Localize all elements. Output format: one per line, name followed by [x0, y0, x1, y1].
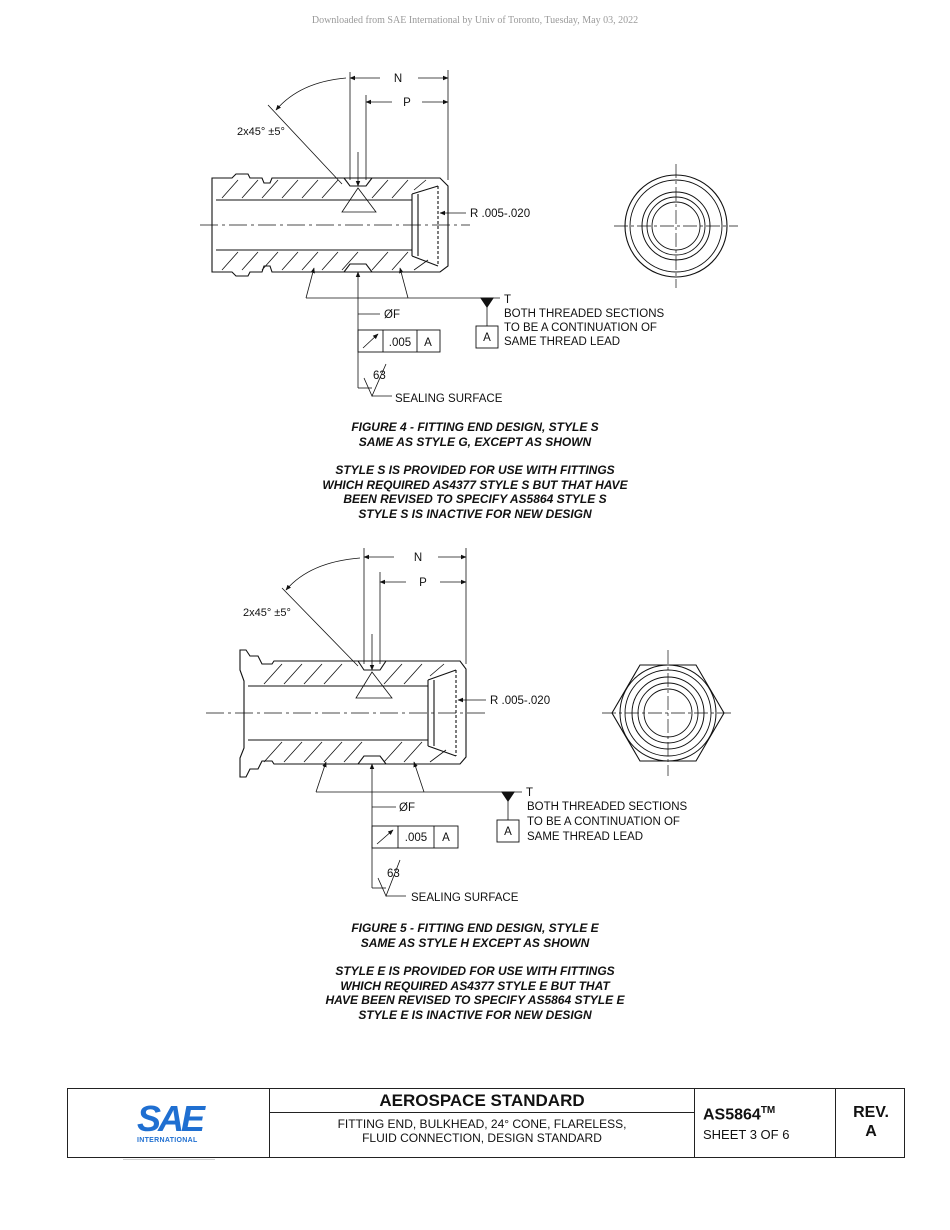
fig5-caption-line: SAME AS STYLE H EXCEPT AS SHOWN — [360, 935, 590, 950]
doc-cell — [695, 1089, 836, 1157]
description-line: FITTING END, BULKHEAD, 24° CONE, FLARELESS, — [337, 1117, 627, 1131]
sheet-number: SHEET 3 OF 6 — [703, 1127, 790, 1142]
doc-number-text: AS5864 — [703, 1106, 761, 1124]
fig5-note-line: STYLE E IS PROVIDED FOR USE WITH FITTINGS — [335, 964, 615, 978]
fig5-caption-line: FIGURE 5 - FITTING END DESIGN, STYLE E — [351, 921, 599, 935]
fig5-note-2: TO BE A CONTINUATION OF — [527, 816, 680, 828]
fig4-note-line: STYLE S IS PROVIDED FOR USE WITH FITTINGS — [335, 463, 615, 477]
fig4-note-1: BOTH THREADED SECTIONS — [504, 308, 665, 320]
fig5-note-line: HAVE BEEN REVISED TO SPECIFY AS5864 STYLE E — [325, 993, 625, 1007]
fig5-sealing: SEALING SURFACE — [411, 892, 519, 904]
sae-logo-sub: INTERNATIONAL — [137, 1137, 198, 1144]
figure-5-drawing — [206, 548, 734, 896]
fig5-note-1: BOTH THREADED SECTIONS — [527, 801, 688, 813]
rev-value: A — [865, 1123, 877, 1140]
fig5-radius: R .005-.020 — [490, 695, 551, 707]
sae-logo-mark: SAE — [137, 1098, 203, 1139]
sae-logo — [123, 1098, 215, 1160]
fig4-thread-t: T — [504, 294, 512, 306]
fig4-caption-line: FIGURE 4 - FITTING END DESIGN, STYLE S — [351, 420, 599, 434]
fig5-hatch-upper — [264, 664, 444, 684]
title-block — [67, 1088, 905, 1158]
fig4-note-3: SAME THREAD LEAD — [504, 336, 621, 348]
fig4-hatch-upper — [222, 180, 426, 198]
fig4-note-line: STYLE S IS INACTIVE FOR NEW DESIGN — [358, 506, 592, 521]
fig4-runout-tol: .005 — [388, 337, 412, 349]
fig4-dim-n: N — [393, 73, 403, 85]
rev-cell — [836, 1089, 906, 1157]
fig4-hatch-lower — [222, 252, 428, 270]
document-number — [703, 1105, 775, 1124]
fig5-dim-n: N — [413, 552, 423, 564]
fig5-dim-p: P — [419, 577, 427, 589]
standard-description — [270, 1117, 694, 1145]
fig5-diameter: ØF — [399, 802, 415, 814]
figure-4-note — [0, 463, 950, 521]
figure-5-note — [0, 964, 950, 1022]
logo-cell — [68, 1089, 270, 1157]
fig4-sealing: SEALING SURFACE — [395, 393, 503, 405]
trademark: TM — [760, 1105, 776, 1116]
fig4-datum: A — [483, 332, 491, 344]
fig4-note-2: TO BE A CONTINUATION OF — [504, 322, 657, 334]
revision — [836, 1103, 906, 1141]
fig5-note-3: SAME THREAD LEAD — [527, 831, 644, 843]
description-line: FLUID CONNECTION, DESIGN STANDARD — [362, 1131, 602, 1145]
fig5-hatch-lower — [264, 742, 446, 762]
fig5-chamfer: 2x45° ±5° — [243, 607, 291, 619]
fig4-diameter: ØF — [384, 309, 400, 321]
fig4-note-line: WHICH REQUIRED AS4377 STYLE S BUT THAT HAVE — [322, 477, 628, 492]
fig4-roughness: 63 — [373, 370, 386, 382]
download-notice: Downloaded from SAE International by Univ of Toronto, Tuesday, May 03, 2022 — [311, 15, 639, 26]
fig4-dim-p: P — [403, 97, 411, 109]
fig5-runout-tol: .005 — [404, 832, 428, 844]
figure-5-caption — [0, 921, 950, 950]
fig4-chamfer: 2x45° ±5° — [237, 126, 285, 138]
fig5-roughness: 63 — [387, 868, 400, 880]
fig5-note-line: WHICH REQUIRED AS4377 STYLE E BUT THAT — [340, 978, 610, 993]
figure-4-labels — [237, 73, 664, 405]
figure-4-drawing — [200, 70, 738, 396]
figure-4-caption — [0, 420, 950, 449]
fig5-body-outline — [240, 650, 466, 777]
fig5-runout-datum: A — [442, 832, 450, 844]
fig4-runout-datum: A — [424, 337, 432, 349]
rev-label: REV. — [853, 1104, 889, 1121]
standard-type: AEROSPACE STANDARD — [270, 1089, 694, 1113]
fig5-thread-t: T — [526, 787, 534, 799]
title-cell — [270, 1089, 695, 1157]
fig4-radius: R .005-.020 — [470, 208, 531, 220]
fig5-note-line: STYLE E IS INACTIVE FOR NEW DESIGN — [358, 1007, 592, 1022]
fig4-caption-line: SAME AS STYLE G, EXCEPT AS SHOWN — [358, 434, 592, 449]
fig4-note-line: BEEN REVISED TO SPECIFY AS5864 STYLE S — [343, 492, 607, 506]
fig5-datum: A — [504, 826, 512, 838]
